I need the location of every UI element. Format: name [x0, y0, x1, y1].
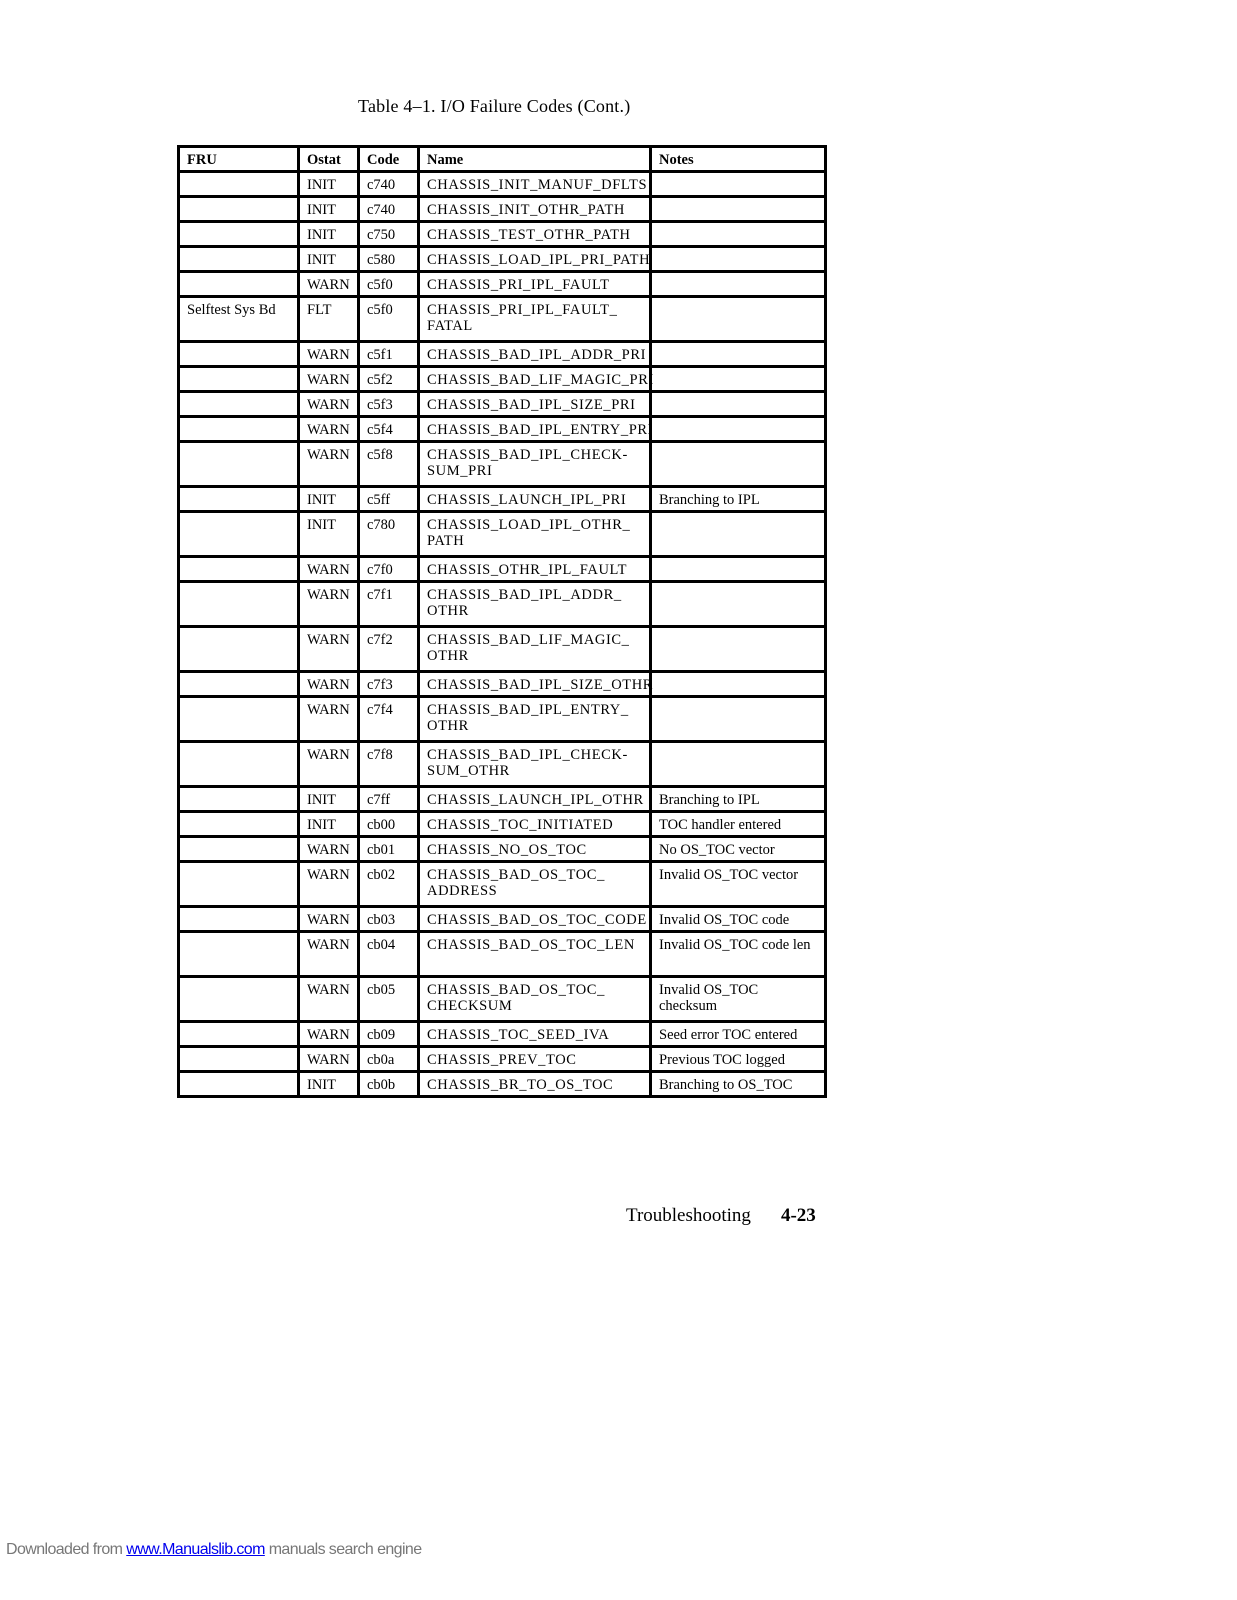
cell-ostat: WARN — [299, 977, 359, 1022]
table-row — [179, 932, 826, 977]
cell-ostat: WARN — [299, 342, 359, 367]
cell-fru — [179, 487, 299, 512]
cell-name: CHASSIS_BAD_IPL_SIZE_PRI — [419, 392, 651, 417]
cell-notes: Branching to OS_TOC — [651, 1072, 826, 1097]
cell-ostat: WARN — [299, 582, 359, 627]
cell-ostat: INIT — [299, 512, 359, 557]
cell-fru — [179, 272, 299, 297]
table-row — [179, 742, 826, 787]
cell-ostat: INIT — [299, 222, 359, 247]
manualslib-link[interactable]: www.Manualslib.com — [126, 1541, 265, 1558]
cell-notes — [651, 672, 826, 697]
cell-fru — [179, 442, 299, 487]
cell-code: cb04 — [359, 932, 419, 977]
column-header-fru: FRU — [179, 147, 299, 172]
cell-name: CHASSIS_PRI_IPL_FAULT — [419, 272, 651, 297]
cell-fru — [179, 627, 299, 672]
io-failure-codes-table — [177, 145, 827, 1098]
table-row — [179, 787, 826, 812]
cell-fru — [179, 787, 299, 812]
cell-code: cb01 — [359, 837, 419, 862]
cell-name: CHASSIS_BAD_IPL_ADDR_PRI — [419, 342, 651, 367]
table-row — [179, 1047, 826, 1072]
cell-code: c5ff — [359, 487, 419, 512]
cell-name: CHASSIS_BAD_OS_TOC_ CHECKSUM — [419, 977, 651, 1022]
table-row — [179, 1022, 826, 1047]
cell-name: CHASSIS_OTHR_IPL_FAULT — [419, 557, 651, 582]
table-row — [179, 442, 826, 487]
cell-notes — [651, 272, 826, 297]
column-header-name: Name — [419, 147, 651, 172]
table-header-row — [179, 147, 826, 172]
cell-fru: Selftest Sys Bd — [179, 297, 299, 342]
cell-name: CHASSIS_TOC_INITIATED — [419, 812, 651, 837]
cell-code: c780 — [359, 512, 419, 557]
cell-notes — [651, 627, 826, 672]
cell-notes — [651, 697, 826, 742]
cell-code: c7f3 — [359, 672, 419, 697]
cell-ostat: WARN — [299, 907, 359, 932]
cell-notes: TOC handler entered — [651, 812, 826, 837]
cell-notes — [651, 342, 826, 367]
cell-fru — [179, 367, 299, 392]
cell-code: c750 — [359, 222, 419, 247]
table-row — [179, 512, 826, 557]
table-row — [179, 342, 826, 367]
cell-code: c5f3 — [359, 392, 419, 417]
table-row — [179, 272, 826, 297]
column-header-notes: Notes — [651, 147, 826, 172]
cell-code: c7f0 — [359, 557, 419, 582]
cell-name: CHASSIS_PRI_IPL_FAULT_ FATAL — [419, 297, 651, 342]
cell-name: CHASSIS_PREV_TOC — [419, 1047, 651, 1072]
cell-notes: No OS_TOC vector — [651, 837, 826, 862]
cell-notes — [651, 197, 826, 222]
cell-notes: Previous TOC logged — [651, 1047, 826, 1072]
cell-code: c7ff — [359, 787, 419, 812]
cell-fru — [179, 1072, 299, 1097]
cell-code: cb03 — [359, 907, 419, 932]
cell-code: c5f1 — [359, 342, 419, 367]
table-row — [179, 672, 826, 697]
cell-code: c7f1 — [359, 582, 419, 627]
table-row — [179, 487, 826, 512]
table-row — [179, 417, 826, 442]
cell-code: c7f2 — [359, 627, 419, 672]
cell-fru — [179, 222, 299, 247]
cell-name: CHASSIS_BAD_IPL_ENTRY_PRI — [419, 417, 651, 442]
cell-fru — [179, 742, 299, 787]
cell-ostat: INIT — [299, 812, 359, 837]
cell-notes — [651, 582, 826, 627]
cell-ostat: WARN — [299, 672, 359, 697]
cell-name: CHASSIS_LOAD_IPL_PRI_PATH — [419, 247, 651, 272]
cell-fru — [179, 907, 299, 932]
cell-fru — [179, 977, 299, 1022]
cell-name: CHASSIS_TEST_OTHR_PATH — [419, 222, 651, 247]
cell-notes: Seed error TOC entered — [651, 1022, 826, 1047]
cell-ostat: WARN — [299, 557, 359, 582]
cell-code: c740 — [359, 172, 419, 197]
page-footer — [626, 1205, 816, 1227]
cell-notes — [651, 247, 826, 272]
cell-name: CHASSIS_BAD_IPL_SIZE_OTHR — [419, 672, 651, 697]
table-row — [179, 627, 826, 672]
cell-fru — [179, 392, 299, 417]
cell-name: CHASSIS_BAD_IPL_CHECK- SUM_PRI — [419, 442, 651, 487]
cell-code: c5f0 — [359, 297, 419, 342]
cell-fru — [179, 197, 299, 222]
cell-ostat: WARN — [299, 272, 359, 297]
download-suffix: manuals search engine — [264, 1541, 422, 1558]
cell-ostat: WARN — [299, 442, 359, 487]
cell-ostat: WARN — [299, 417, 359, 442]
table-row — [179, 907, 826, 932]
cell-fru — [179, 417, 299, 442]
cell-notes: Branching to IPL — [651, 787, 826, 812]
cell-code: c5f0 — [359, 272, 419, 297]
table-row — [179, 582, 826, 627]
cell-fru — [179, 672, 299, 697]
cell-ostat: WARN — [299, 627, 359, 672]
cell-name: CHASSIS_BAD_IPL_CHECK- SUM_OTHR — [419, 742, 651, 787]
download-notice — [6, 1541, 422, 1559]
table-row — [179, 392, 826, 417]
cell-ostat: INIT — [299, 247, 359, 272]
cell-code: cb09 — [359, 1022, 419, 1047]
cell-code: c740 — [359, 197, 419, 222]
cell-ostat: WARN — [299, 1047, 359, 1072]
table-row — [179, 697, 826, 742]
cell-name: CHASSIS_BAD_LIF_MAGIC_ OTHR — [419, 627, 651, 672]
cell-code: c5f2 — [359, 367, 419, 392]
cell-ostat: INIT — [299, 487, 359, 512]
table-row — [179, 222, 826, 247]
cell-ostat: INIT — [299, 1072, 359, 1097]
cell-code: c580 — [359, 247, 419, 272]
cell-fru — [179, 512, 299, 557]
cell-notes — [651, 297, 826, 342]
table-row — [179, 837, 826, 862]
cell-fru — [179, 582, 299, 627]
cell-code: c7f4 — [359, 697, 419, 742]
cell-fru — [179, 697, 299, 742]
table-row — [179, 557, 826, 582]
cell-name: CHASSIS_TOC_SEED_IVA — [419, 1022, 651, 1047]
cell-name: CHASSIS_LAUNCH_IPL_PRI — [419, 487, 651, 512]
cell-ostat: INIT — [299, 172, 359, 197]
cell-name: CHASSIS_BAD_OS_TOC_CODE — [419, 907, 651, 932]
cell-fru — [179, 1022, 299, 1047]
cell-notes — [651, 417, 826, 442]
cell-name: CHASSIS_NO_OS_TOC — [419, 837, 651, 862]
cell-notes: Branching to IPL — [651, 487, 826, 512]
cell-fru — [179, 1047, 299, 1072]
table-row — [179, 862, 826, 907]
table-caption: Table 4–1. I/O Failure Codes (Cont.) — [358, 96, 631, 116]
table-row — [179, 977, 826, 1022]
cell-fru — [179, 172, 299, 197]
cell-notes — [651, 172, 826, 197]
cell-fru — [179, 557, 299, 582]
cell-notes — [651, 392, 826, 417]
table-row — [179, 197, 826, 222]
cell-code: cb0a — [359, 1047, 419, 1072]
cell-ostat: WARN — [299, 392, 359, 417]
table-row — [179, 367, 826, 392]
cell-fru — [179, 342, 299, 367]
cell-ostat: WARN — [299, 367, 359, 392]
cell-ostat: WARN — [299, 1022, 359, 1047]
cell-notes — [651, 222, 826, 247]
cell-fru — [179, 862, 299, 907]
cell-fru — [179, 247, 299, 272]
cell-notes — [651, 442, 826, 487]
cell-name: CHASSIS_BR_TO_OS_TOC — [419, 1072, 651, 1097]
cell-code: c5f8 — [359, 442, 419, 487]
table-row — [179, 1072, 826, 1097]
cell-notes: Invalid OS_TOC code len — [651, 932, 826, 977]
cell-notes — [651, 367, 826, 392]
table-row — [179, 247, 826, 272]
cell-name: CHASSIS_LAUNCH_IPL_OTHR — [419, 787, 651, 812]
cell-ostat: INIT — [299, 787, 359, 812]
cell-code: c5f4 — [359, 417, 419, 442]
cell-code: c7f8 — [359, 742, 419, 787]
cell-ostat: WARN — [299, 862, 359, 907]
cell-ostat: WARN — [299, 932, 359, 977]
cell-ostat: WARN — [299, 837, 359, 862]
cell-code: cb0b — [359, 1072, 419, 1097]
table-row — [179, 812, 826, 837]
cell-ostat: WARN — [299, 742, 359, 787]
cell-ostat: FLT — [299, 297, 359, 342]
cell-name: CHASSIS_INIT_OTHR_PATH — [419, 197, 651, 222]
cell-notes — [651, 742, 826, 787]
table-row — [179, 172, 826, 197]
column-header-code: Code — [359, 147, 419, 172]
cell-name: CHASSIS_BAD_LIF_MAGIC_PRI — [419, 367, 651, 392]
cell-fru — [179, 837, 299, 862]
cell-name: CHASSIS_BAD_IPL_ADDR_ OTHR — [419, 582, 651, 627]
column-header-ostat: Ostat — [299, 147, 359, 172]
cell-code: cb02 — [359, 862, 419, 907]
cell-name: CHASSIS_BAD_IPL_ENTRY_ OTHR — [419, 697, 651, 742]
table-row — [179, 297, 826, 342]
cell-name: CHASSIS_BAD_OS_TOC_LEN — [419, 932, 651, 977]
download-prefix: Downloaded from — [6, 1541, 127, 1558]
cell-name: CHASSIS_INIT_MANUF_DFLTS — [419, 172, 651, 197]
cell-ostat: INIT — [299, 197, 359, 222]
page-number: 4-23 — [780, 1205, 816, 1226]
cell-notes — [651, 512, 826, 557]
cell-notes: Invalid OS_TOC checksum — [651, 977, 826, 1022]
footer-section-title: Troubleshooting — [626, 1205, 751, 1226]
cell-code: cb00 — [359, 812, 419, 837]
cell-notes: Invalid OS_TOC vector — [651, 862, 826, 907]
cell-notes: Invalid OS_TOC code — [651, 907, 826, 932]
cell-fru — [179, 932, 299, 977]
table-body — [179, 172, 826, 1097]
cell-name: CHASSIS_LOAD_IPL_OTHR_ PATH — [419, 512, 651, 557]
cell-ostat: WARN — [299, 697, 359, 742]
cell-code: cb05 — [359, 977, 419, 1022]
cell-fru — [179, 812, 299, 837]
cell-name: CHASSIS_BAD_OS_TOC_ ADDRESS — [419, 862, 651, 907]
cell-notes — [651, 557, 826, 582]
